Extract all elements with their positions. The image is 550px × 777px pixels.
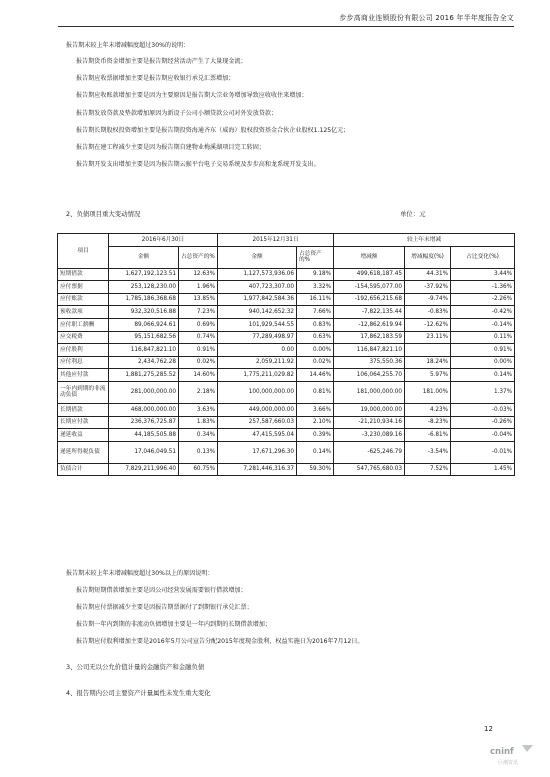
table-cell: 499,618,187.45 [334, 268, 405, 281]
row-label: 应付股利 [58, 344, 109, 357]
table-cell: 940,142,652.32 [218, 306, 297, 319]
table-cell: 3.63% [179, 403, 218, 416]
row-label: 应付利息 [58, 356, 109, 369]
header-rule [58, 26, 514, 27]
table-cell: 95,151,682.56 [109, 331, 179, 344]
amount-header: 金额 [218, 246, 297, 268]
table-cell: 449,000,000.00 [218, 403, 297, 416]
table-cell: 77,289,498.97 [218, 331, 297, 344]
ratio-header: 占总资产的% [179, 246, 218, 268]
table-cell: 257,587,660.03 [218, 416, 297, 429]
table-cell: -9.74% [405, 293, 451, 306]
reasons-item: 报告期应付票据减少主要是因报告期票据付了到期银行承兑汇票； [76, 604, 253, 611]
table-cell: -1.36% [451, 281, 515, 294]
table-cell: 44,185,505.88 [109, 429, 179, 442]
table-cell: 0.63% [297, 331, 334, 344]
period-prior-header: 2015年12月31日 [218, 234, 334, 247]
table-cell: 1.83% [179, 416, 218, 429]
cninf-logo-icon [489, 741, 535, 769]
table-cell: -0.03% [451, 403, 515, 416]
page-number: 12 [484, 725, 493, 733]
report-header: 步步高商业连锁股份有限公司 2016 年半年度报告全文 [339, 14, 514, 22]
table-cell: 23.11% [405, 331, 451, 344]
table-row [58, 344, 515, 357]
section-3-title: 3、公司无以公允价值计量的金融资产和金融负债 [66, 663, 205, 671]
table-row [58, 268, 515, 281]
table-cell: 181.00% [405, 381, 451, 403]
table-row [58, 463, 515, 476]
table-cell: 375,550.36 [334, 356, 405, 369]
period-current-header: 2016年6月30日 [109, 234, 218, 247]
table-cell: 2,059,211.92 [218, 356, 297, 369]
logo-sub: 巨潮资讯 [498, 760, 519, 766]
table-cell: 1.45% [451, 463, 515, 476]
table-cell: 116,847,821.10 [334, 344, 405, 357]
table-cell: -7,822,135.44 [334, 306, 405, 319]
table-row [58, 356, 515, 369]
table-cell: 932,320,516.88 [109, 306, 179, 319]
table-cell: 13.85% [179, 293, 218, 306]
table-cell: 0.83% [297, 318, 334, 331]
row-label: 负债合计 [58, 463, 109, 476]
row-label: 预收款项 [58, 306, 109, 319]
table-row [58, 281, 515, 294]
logo-text: cninf [490, 747, 514, 757]
table-cell: 18.24% [405, 356, 451, 369]
table-cell: -154,595,077.00 [334, 281, 405, 294]
table-cell: 59.30% [297, 463, 334, 476]
table-row [58, 293, 515, 306]
row-label: 长期应付款 [58, 416, 109, 429]
table-cell: 1,785,186,368.68 [109, 293, 179, 306]
table-row [58, 416, 515, 429]
intro-item: 报告期发放贷款及垫款增加原因为新设子公司小额贷款公司对外发放贷款； [76, 110, 278, 117]
change-rate-header: 增减幅度(%) [405, 246, 451, 268]
intro-item: 报告期货币资金增加主要是报告期经营活动产生了大量现金流； [76, 58, 247, 65]
table-cell: 89,066,924.61 [109, 318, 179, 331]
table-cell: 4.23% [405, 403, 451, 416]
table-cell: 2,434,762.28 [109, 356, 179, 369]
table-row [58, 306, 515, 319]
table-cell: -3.54% [405, 441, 451, 463]
row-label: 递延所得税负债 [58, 441, 109, 463]
table-cell: 253,128,230.00 [109, 281, 179, 294]
amount-header: 金额 [109, 246, 179, 268]
section-4-title: 4、报告期内公司主要资产计量属性未发生重大变化 [66, 689, 211, 697]
table-cell: 7.52% [405, 463, 451, 476]
intro-item: 报告期应收票据增加主要是报告期应收银行承兑汇票增加； [76, 75, 235, 82]
table-cell: 7,829,211,996.40 [109, 463, 179, 476]
table-cell: 0.81% [297, 381, 334, 403]
table-row [58, 441, 515, 463]
table-cell: 16.11% [297, 293, 334, 306]
table-cell: 17,046,049.51 [109, 441, 179, 463]
table-row [58, 331, 515, 344]
table-cell: 3.44% [451, 268, 515, 281]
table-cell: 281,000,000.00 [109, 381, 179, 403]
table-cell: 0.34% [179, 429, 218, 442]
table-cell: -0.83% [405, 306, 451, 319]
table-cell: 1,977,842,584.36 [218, 293, 297, 306]
table-cell: -37.92% [405, 281, 451, 294]
table-cell: 7.23% [179, 306, 218, 319]
table-cell: 0.91% [451, 344, 515, 357]
intro-heading: 报告期末较上年末增减幅度超过30%的说明： [66, 42, 190, 49]
ratio-change-header: 占比变化(%) [451, 246, 515, 268]
table-row [58, 403, 515, 416]
table-cell: 17,671,296.30 [218, 441, 297, 463]
table-cell: 0.74% [179, 331, 218, 344]
table-cell: 1,775,211,029.82 [218, 369, 297, 382]
row-label: 应付票据 [58, 281, 109, 294]
table-cell: 0.13% [179, 441, 218, 463]
table-cell: 2.10% [297, 416, 334, 429]
intro-item: 报告期长期股权投资增加主要是报告期投资海通齐东（威海）股权投资基金合伙企业股权1.125亿元； [76, 127, 350, 134]
table-cell: 0.00% [297, 344, 334, 357]
table-cell: -0.01% [451, 441, 515, 463]
table-cell: 0.02% [179, 356, 218, 369]
liability-table [57, 233, 515, 476]
table-cell: 0.11% [451, 331, 515, 344]
table-cell: -192,656,215.68 [334, 293, 405, 306]
row-label: 其他应付款 [58, 369, 109, 382]
table-cell: 236,376,725.87 [109, 416, 179, 429]
table-row [58, 429, 515, 442]
section-2-title: 2、负债项目重大变动情况 [66, 210, 141, 218]
table-cell: 19,000,000.00 [334, 403, 405, 416]
table-cell: 17,862,183.59 [334, 331, 405, 344]
table-cell: -6.81% [405, 429, 451, 442]
table-cell: -0.04% [451, 429, 515, 442]
row-label: 短期借款 [58, 268, 109, 281]
table-cell: 468,000,000.00 [109, 403, 179, 416]
table-cell: -21,210,934.16 [334, 416, 405, 429]
table-cell: 3.66% [297, 403, 334, 416]
table-cell: 1,127,573,936.06 [218, 268, 297, 281]
table-row [58, 381, 515, 403]
period-change-header: 较上年末增减 [334, 234, 515, 247]
table-cell: 3.32% [297, 281, 334, 294]
row-label: 长期借款 [58, 403, 109, 416]
table-cell: 47,415,595.04 [218, 429, 297, 442]
table-cell: -12.62% [405, 318, 451, 331]
table-cell: -0.26% [451, 416, 515, 429]
table-cell: 0.39% [297, 429, 334, 442]
row-label: 应付职工薪酬 [58, 318, 109, 331]
table-cell: -0.42% [451, 306, 515, 319]
table-cell: 60.75% [179, 463, 218, 476]
reasons-heading: 报告期末较上年末增减幅度超过30%以上的原因说明： [66, 570, 214, 577]
change-amount-header: 增减额 [334, 246, 405, 268]
table-cell: 1.37% [451, 381, 515, 403]
table-cell: 547,765,680.03 [334, 463, 405, 476]
table-cell: 7.66% [297, 306, 334, 319]
table-cell: -12,862,619.94 [334, 318, 405, 331]
table-cell: 2.18% [179, 381, 218, 403]
table-cell: 100,000,000.00 [218, 381, 297, 403]
table-cell: -2.26% [451, 293, 515, 306]
table-cell: 0.69% [179, 318, 218, 331]
table-cell: 44.31% [405, 268, 451, 281]
table-cell: 0.00 [218, 344, 297, 357]
table-cell: 101,929,544.55 [218, 318, 297, 331]
table-cell: 0.91% [179, 344, 218, 357]
table-cell: 0.14% [451, 369, 515, 382]
table-cell: 0.02% [297, 356, 334, 369]
table-row [58, 369, 515, 382]
unit-label: 单位：元 [400, 210, 426, 218]
table-cell: 407,723,307.00 [218, 281, 297, 294]
ratio-header: 占总资产的% [297, 246, 334, 268]
table-cell: -0.14% [451, 318, 515, 331]
table-cell: 1,881,275,285.52 [109, 369, 179, 382]
table-cell: 106,064,255.70 [334, 369, 405, 382]
table-cell: -3,230,089.16 [334, 429, 405, 442]
row-label: 应交税费 [58, 331, 109, 344]
table-cell: 12.63% [179, 268, 218, 281]
table-cell: -8.23% [405, 416, 451, 429]
table-cell: 0.14% [297, 441, 334, 463]
table-row [58, 318, 515, 331]
table-cell: -625,246.79 [334, 441, 405, 463]
table-cell: 7,281,446,316.37 [218, 463, 297, 476]
table-cell: 116,847,821.10 [109, 344, 179, 357]
reasons-item: 报告期应付股利增加主要是2016年5月公司宣告分配2015年度现金股利，权益实施日为2016年7月12日。 [76, 638, 364, 645]
row-label: 一年内到期的非流动负债 [58, 381, 109, 403]
intro-item: 报告期应收账款增加主要是因为主要原因是报告期大宗业务增加导致应收收住来增加； [76, 92, 308, 99]
table-cell: 9.18% [297, 268, 334, 281]
table-cell: 14.60% [179, 369, 218, 382]
reasons-item: 报告期短期借款增加主要是因公司经营发展需要银行借款增加； [76, 587, 247, 594]
table-cell: 0.00% [451, 356, 515, 369]
intro-item: 报告期在建工程减少主要是因为报告期自建物业梅溪湖项目完工转固； [76, 144, 265, 151]
col-item-header: 项目 [58, 234, 109, 269]
table-cell: 14.46% [297, 369, 334, 382]
logo-mark [522, 745, 533, 752]
table-cell [405, 344, 451, 357]
table-cell: 1,627,192,123.51 [109, 268, 179, 281]
row-label: 递延收益 [58, 429, 109, 442]
table-cell: 1.96% [179, 281, 218, 294]
table-cell: 5.97% [405, 369, 451, 382]
table-cell: 181,000,000.00 [334, 381, 405, 403]
intro-item: 报告期开发支出增加主要是因为报告期云猴平台电子交易系统及步步高和龙系统开发支出。 [76, 161, 320, 168]
reasons-item: 报告期一年内到期的非流动负债增加主要是一年内到期的长期借款增加； [76, 621, 271, 628]
row-label: 应付账款 [58, 293, 109, 306]
